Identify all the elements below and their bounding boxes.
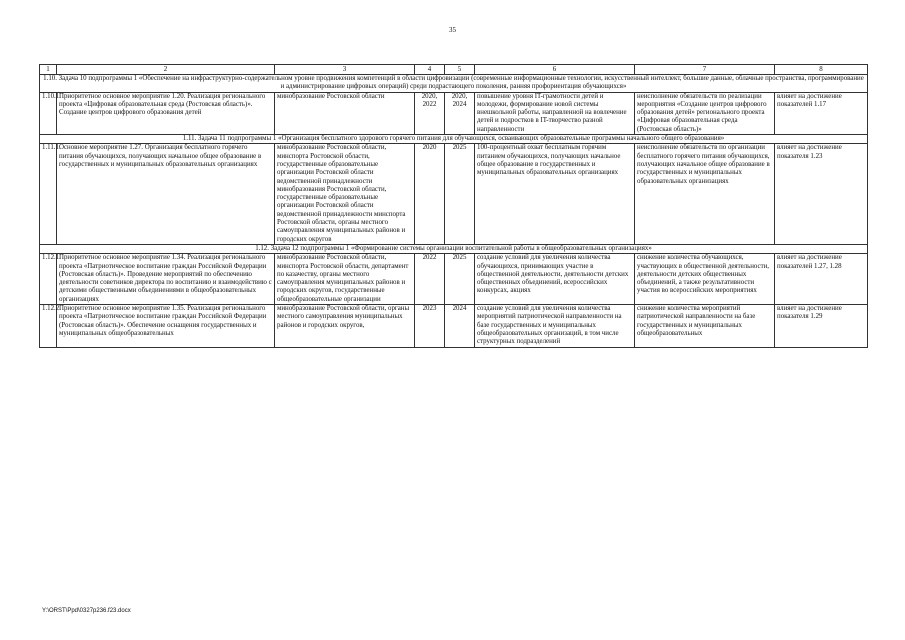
start-cell: 2022 — [415, 254, 445, 305]
header-cell: 3 — [275, 65, 415, 75]
section-row — [40, 135, 868, 144]
header-cell: 6 — [475, 65, 635, 75]
file-path-footer: Y:\ORST\Ppd\0327p236.f23.docx — [42, 608, 131, 614]
end-cell: 2025 — [445, 254, 475, 305]
consequences-cell: снижение количества обучающихся, участвующих в общественной деятельности, деятельности детских общественных объединений, а также результативности участия во всероссийских мероприятиях — [635, 254, 775, 305]
section-row — [40, 75, 868, 93]
row-number: 1.10.1. — [40, 92, 57, 134]
measures-table — [39, 64, 868, 348]
executor-cell: минобразование Ростовской области, минспорта Ростовской области, департамент по казачеству, органы местного самоуправления муниципальных районов и городских округов, государственные общеобразовательные организации — [275, 254, 415, 305]
result-cell: создание условий для увеличения количества обучающихся, принимающих участие в общественной деятельности, деятельности детских общественных объединений, всероссийских конкурсах, акциях — [475, 254, 635, 305]
header-cell: 4 — [415, 65, 445, 75]
section-title: 1.11. Задача 11 подпрограммы 1 «Организация бесплатного здорового горячего питания для обучающихся, осваивающих образовательные программы начального общего образования» — [40, 135, 868, 144]
header-cell: 5 — [445, 65, 475, 75]
executor-cell: минобразование Ростовской области, органы местного самоуправления муниципальных районов и городских округов, — [275, 305, 415, 347]
table-row — [40, 144, 868, 245]
header-cell: 8 — [775, 65, 868, 75]
row-number: 1.12.2. — [40, 305, 57, 347]
executor-cell: минобразование Ростовской области, минспорта Ростовской области, государственные образовательные организации Ростовской области ведомственной принадлежности минобразования Ростовской области, государственные образовательные организации Ростовской области ведомственной принадлежности минспорта Ростовской области, органы местного самоуправления муниципальных районов и городских округов — [275, 144, 415, 245]
end-cell: 2020, 2024 — [445, 92, 475, 134]
header-cell: 7 — [635, 65, 775, 75]
table-row — [40, 305, 868, 347]
row-number: 1.11.1. — [40, 144, 57, 245]
section-title: 1.12. Задача 12 подпрограммы 1 «Формирование системы организации воспитательной работы в общеобразовательных организациях» — [40, 244, 868, 253]
consequences-cell: неисполнение обязательств по реализации мероприятия «Создание центров цифрового образования детей» регионального проекта «Цифровая образовательная среда (Ростовская область)» — [635, 92, 775, 134]
event-cell: Приоритетное основное мероприятие 1.34. Реализация регионального проекта «Патриотическое воспитание граждан Российской Федерации (Ростовская область)». Проведение мероприятий по обеспечению деятельности советников директора по воспитанию и взаимодействию с детскими общественными объединениями в общеобразовательных организациях — [57, 254, 275, 305]
end-cell: 2025 — [445, 144, 475, 245]
start-cell: 2020 — [415, 144, 445, 245]
header-row — [40, 65, 868, 75]
header-cell: 2 — [57, 65, 275, 75]
event-cell: Основное мероприятие 1.27. Организация бесплатного горячего питания обучающихся, получающих начальное общее образование в государственных и муниципальных образовательных организациях — [57, 144, 275, 245]
link-cell: влияет на достижение показателей 1.17 — [775, 92, 868, 134]
result-cell: создание условий для увеличения количества мероприятий патриотической направленности на базе государственных и муниципальных общеобразовательных организаций, в том числе структурных подразделений — [475, 305, 635, 347]
consequences-cell: неисполнение обязательств по организации бесплатного горячего питания обучающихся, получающих начальное общее образование в государственных и муниципальных образовательных организациях — [635, 144, 775, 245]
header-cell: 1 — [40, 65, 57, 75]
consequences-cell: снижение количества мероприятий патриотической направленности на базе государственных и муниципальных общеобразовательных — [635, 305, 775, 347]
section-title: 1.10. Задача 10 подпрограммы 1 «Обеспечение на инфраструктурно-содержательном уровне продвижения компетенций в области цифровизации (современные информационные технологии, искусственный интеллект, большие данные, облачные пространства, программирование и администрирование цифровых операций) среди подрастающего поколения, ранняя профориентация обучающихся» — [40, 75, 868, 93]
start-cell: 2020, 2022 — [415, 92, 445, 134]
table-row — [40, 92, 868, 134]
event-cell: Приоритетное основное мероприятие 1.20. Реализация регионального проекта «Цифровая образовательная среда (Ростовская область)». Создание центров цифрового образования детей — [57, 92, 275, 134]
link-cell: влияет на достижение показателя 1.23 — [775, 144, 868, 245]
page-number: 35 — [449, 26, 456, 34]
end-cell: 2024 — [445, 305, 475, 347]
result-cell: 100-процентный охват бесплатным горячим питанием обучающихся, получающих начальное общее образование в государственных и муниципальных образовательных организациях — [475, 144, 635, 245]
table-row — [40, 254, 868, 305]
row-number: 1.12.1. — [40, 254, 57, 305]
start-cell: 2023 — [415, 305, 445, 347]
section-row — [40, 244, 868, 253]
result-cell: повышение уровня IT-грамотности детей и молодежи, формирование новой системы внешкольной работы, направленной на вовлечение детей и подростков в IT-творчество разной направленности — [475, 92, 635, 134]
link-cell: влияет на достижение показателя 1.29 — [775, 305, 868, 347]
event-cell: Приоритетное основное мероприятие 1.35. Реализация регионального проекта «Патриотическое воспитание граждан Российской Федерации (Ростовская область)». Обеспечение оснащения государственных и муниципальных общеобразовательных — [57, 305, 275, 347]
executor-cell: минобразование Ростовской области — [275, 92, 415, 134]
link-cell: влияет на достижение показателей 1.27, 1.28 — [775, 254, 868, 305]
